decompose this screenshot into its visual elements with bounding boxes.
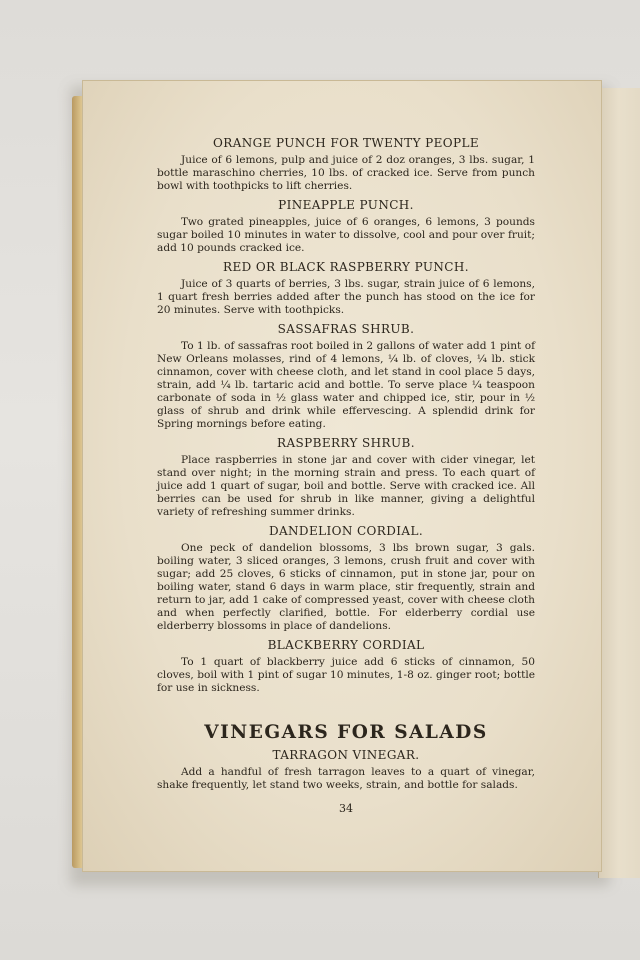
recipe-orange-punch [157,135,535,193]
recipe-blackberry-cordial [157,637,535,695]
recipe-text: Place raspberries in stone jar and cover with cider vinegar, let stand over night; in the morning strain and press. To each quart of juice add 1 quart of sugar, boil and bottle. Serve with cracked ice. All berries can be used for shrub in like manner, giving a delightful variety of refreshing summer drinks. [157,454,535,518]
recipe-title: RASPBERRY SHRUB. [277,436,415,450]
facing-page-edge [598,88,640,878]
recipe-text: One peck of dandelion blossoms, 3 lbs brown sugar, 3 gals. boiling water, 3 sliced oranges, 3 lemons, crush fruit and cover with sugar; add 25 cloves, 6 sticks of cinnamon, put in stone jar, pour on boiling water, stand 6 days in warm place, stir frequently, strain and return to jar, add 1 cake of compressed yeast, cover with cheese cloth and when perfectly clarified, bottle. For elderberry cordial use elderberry blossoms in place of dandelions. [157,542,535,632]
page-content [157,135,535,815]
recipe-tarragon-vinegar [157,747,535,792]
recipe-title: PINEAPPLE PUNCH. [278,198,414,212]
recipe-text: Two grated pineapples, juice of 6 oranges, 6 lemons, 3 pounds sugar boiled 10 minutes in water to dissolve, cool and pour over fruit; add 10 pounds cracked ice. [157,216,535,254]
recipe-text: To 1 lb. of sassafras root boiled in 2 gallons of water add 1 pint of New Orleans molasses, rind of 4 lemons, ¼ lb. of cloves, ¼ lb. stick cinnamon, cover with cheese cloth, and let stand in cool place 5 days, strain, add ¼ lb. tartaric acid and bottle. To serve place ¼ teaspoon carbonate of soda in ½ glass water and chipped ice, stir, pour in ½ glass of shrub and drink while effervescing. A splendid drink for Spring mornings before eating. [157,340,535,430]
recipe-title: SASSAFRAS SHRUB. [277,322,415,336]
page-number: 34 [339,802,353,815]
recipe-text: Juice of 3 quarts of berries, 3 lbs. sugar, strain juice of 6 lemons, 1 quart fresh berries added after the punch has stood on the ice for 20 minutes. Serve with toothpicks. [157,278,535,316]
recipe-sassafras-shrub [157,321,535,431]
recipe-raspberry-shrub [157,435,535,519]
recipe-title: BLACKBERRY CORDIAL [267,638,425,652]
recipe-title: DANDELION CORDIAL. [268,524,424,538]
recipe-title: TARRAGON VINEGAR. [272,748,420,762]
recipe-text: Add a handful of fresh tarragon leaves to a quart of vinegar, shake frequently, let stand two weeks, strain, and bottle for salads. [157,766,535,791]
book-page [82,80,602,872]
recipe-title: ORANGE PUNCH FOR TWENTY PEOPLE [213,136,479,150]
recipe-title: RED OR BLACK RASPBERRY PUNCH. [223,260,469,274]
recipe-raspberry-punch [157,259,535,317]
recipe-pineapple-punch [157,197,535,255]
section-heading: VINEGARS FOR SALADS [204,722,488,743]
recipe-dandelion-cordial [157,523,535,633]
recipe-text: Juice of 6 lemons, pulp and juice of 2 doz oranges, 3 lbs. sugar, 1 bottle maraschino cherries, 10 lbs. of cracked ice. Serve from punch bowl with toothpicks to lift cherries. [157,154,535,192]
recipe-text: To 1 quart of blackberry juice add 6 sticks of cinnamon, 50 cloves, boil with 1 pint of sugar 10 minutes, 1-8 oz. ginger root; bottle for use in sickness. [157,656,535,694]
